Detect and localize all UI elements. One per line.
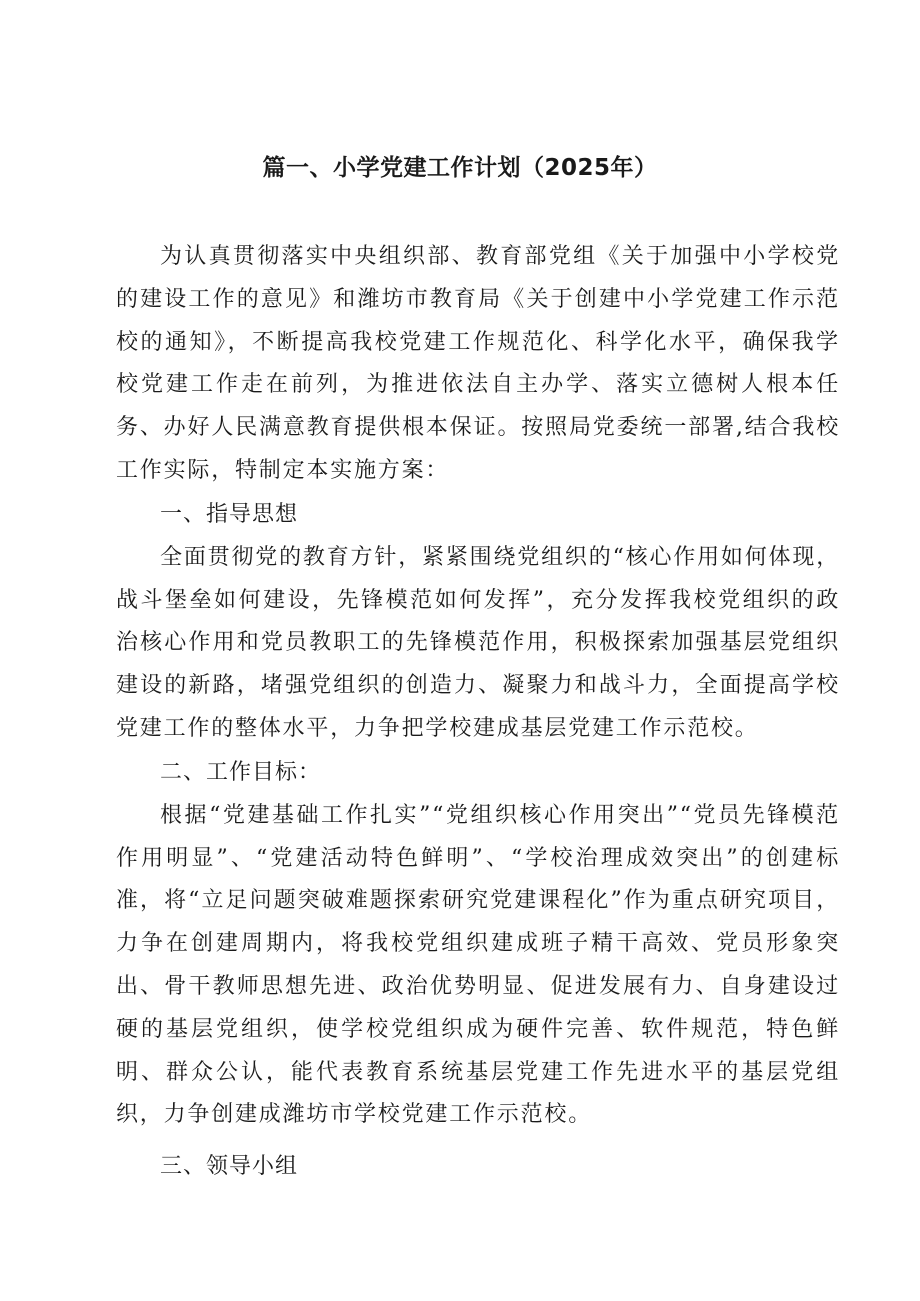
document-body — [116, 236, 840, 1189]
section-heading-work-goals: 二、工作目标： — [160, 759, 322, 785]
intro-paragraph: 为认真贯彻落实中央组织部、教育部党组《关于加强中小学校党的建设工作的意见》和潍坊市教育局《关于创建中小学党建工作示范校的通知》，不断提高我校党建工作规范化、科学化水平，确保我学校党建工作走在前列，为推进依法自主办学、落实立德树人根本任务、办好人民满意教育提供根本保证。按照局党委统一部署,结合我校工作实际，特制定本实施方案： — [116, 244, 840, 483]
section-body-work-goals: 根据“党建基础工作扎实”“党组织核心作用突出”“党员先锋模范作用明显”、“党建活动特色鲜明”、“学校治理成效突出”的创建标准，将“立足问题突破难题探索研究党建课程化”作为重点研究项目，力争在创建周期内，将我校党组织建成班子精干高效、党员形象突出、骨干教师思想先进、政治优势明显、促进发展有力、自身建设过硬的基层党组织，使学校党组织成为硬件完善、软件规范，特色鲜明、群众公认，能代表教育系统基层党建工作先进水平的基层党组织，力争创建成潍坊市学校党建工作示范校。 — [116, 802, 840, 1128]
section-heading-guiding-ideology: 一、指导思想 — [160, 501, 299, 527]
section-body-guiding-ideology: 全面贯彻党的教育方针，紧紧围绕党组织的“核心作用如何体现，战斗堡垒如何建设，先锋模范如何发挥”，充分发挥我校党组织的政治核心作用和党员教职工的先锋模范作用，积极探索加强基层党组织建设的新路，堵强党组织的创造力、凝聚力和战斗力，全面提高学校党建工作的整体水平，力争把学校建成基层党建工作示范校。 — [116, 544, 840, 741]
section-heading-leading-group: 三、领导小组 — [160, 1154, 299, 1180]
document-title: 篇一、小学党建工作计划（2025年） — [262, 155, 658, 181]
